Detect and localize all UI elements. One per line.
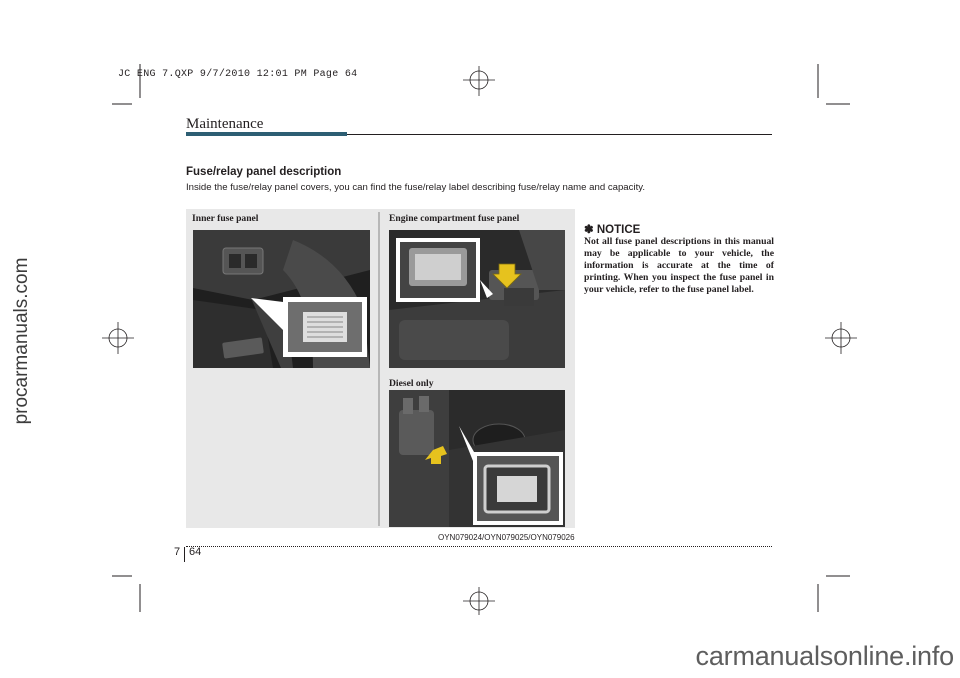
content-intro: Inside the fuse/relay panel covers, you can find the fuse/relay label describing fuse/relay name and capacity. (186, 182, 645, 193)
notice-body: Not all fuse panel descriptions in this manual may be applicable to your vehicle, the information is accurate at the time of printing. When you inspect the fuse panel in your vehicle, refer to the fuse panel label. (584, 236, 774, 296)
photo-diesel-fuse-panel (389, 390, 565, 527)
footer-rule (186, 546, 772, 547)
page-number: 64 (189, 546, 202, 558)
notice-title: NOTICE (596, 224, 641, 236)
figure-divider (378, 212, 380, 526)
content-heading: Fuse/relay panel description (186, 166, 342, 178)
chapter-number: 7 (174, 546, 181, 558)
label-diesel-only: Diesel only (389, 378, 434, 389)
bottom-watermark: carmanualsonline.info (695, 641, 954, 671)
figure-caption: OYN079024/OYN079025/OYN079026 (438, 533, 575, 542)
section-title: Maintenance (186, 116, 264, 132)
label-inner-fuse-panel: Inner fuse panel (192, 213, 259, 224)
photo-engine-fuse-panel (389, 230, 565, 368)
page-number-separator (184, 547, 185, 562)
star-icon: ✽ (584, 224, 594, 236)
notice-heading (584, 222, 640, 236)
print-slug: JC ENG 7.QXP 9/7/2010 12:01 PM Page 64 (118, 69, 358, 80)
photo-inner-fuse-panel (193, 230, 370, 368)
side-watermark: procarmanuals.com (11, 257, 32, 425)
header-accent-bar (186, 132, 347, 136)
label-engine-fuse-panel: Engine compartment fuse panel (389, 213, 520, 224)
